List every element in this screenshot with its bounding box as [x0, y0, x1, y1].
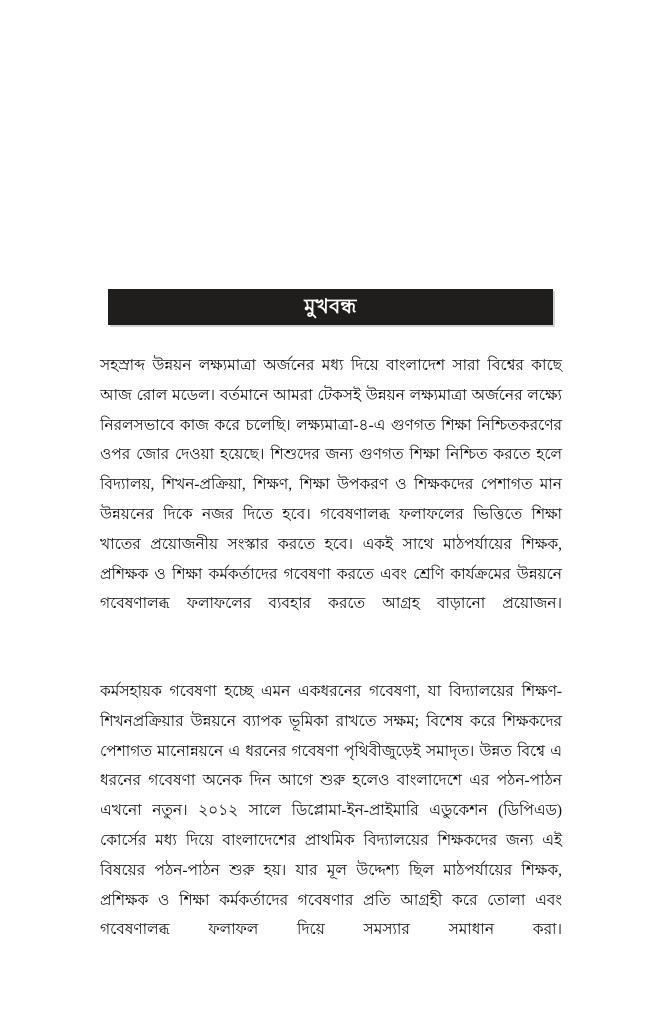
paragraph-1: সহস্রাব্দ উন্নয়ন লক্ষ্যমাত্রা অর্জনের মধ্য দিয়ে বাংলাদেশ সারা বিশ্বের কাছে আজ রোল মডেল। বর্তমানে আমরা টেকসই উন্নয়ন লক্ষ্যমাত্রা অর্জনের লক্ষ্যে নিরলসভাবে কাজ করে চলেছি। লক্ষ্যমাত্রা-৪-এ গুণগত শিক্ষা নিশ্চিতকরণের ওপর জোর দেওয়া হয়েছে। শিশুদের জন্য গুণগত শিক্ষা নিশ্চিত করতে হলে বিদ্যালয়, শিখন-প্রক্রিয়া, শিক্ষণ, শিক্ষা উপকরণ ও শিক্ষকদের পেশাগত মান উন্নয়নের দিকে নজর দিতে হবে। গবেষণালব্ধ ফলাফলের ভিত্তিতে শিক্ষা খাতের প্রয়োজনীয় সংস্কার করতে হবে। একই সাথে মাঠপর্যায়ের শিক্ষক, প্রশিক্ষক ও শিক্ষা কর্মকর্তাদের গবেষণা করতে এবং শ্রেণি কার্যক্রমের উন্নয়নে গবেষণালব্ধ ফলাফলের ব্যবহার করতে আগ্রহ বাড়ানো প্রয়োজন। [100, 357, 562, 613]
paragraph-2: কর্মসহায়ক গবেষণা হচ্ছে এমন একধরনের গবেষণা, যা বিদ্যালয়ের শিক্ষণ-শিখনপ্রক্রিয়ার উন্নয়নে ব্যাপক ভূমিকা রাখতে সক্ষম; বিশেষ করে শিক্ষকদের পেশাগত মানোন্নয়নে এ ধরনের গবেষণা পৃথিবীজুড়েই সমাদৃত। উন্নত বিশ্বে এ ধরনের গবেষণা অনেক দিন আগে শুরু হলেও বাংলাদেশে এর পঠন-পাঠন এখনো নতুন। ২০১২ সালে ডিপ্লোমা-ইন-প্রাইমারি এডুকেশন (ডিপিএড) কোর্সের মধ্য দিয়ে বাংলাদেশের প্রাথমিক বিদ্যালয়ের শিক্ষকদের জন্য এই বিষয়ের পঠন-পাঠন শুরু হয়। যার মূল উদ্দেশ্য ছিল মাঠপর্যায়ের শিক্ষক, প্রশিক্ষক ও শিক্ষা কর্মকর্তাদের গবেষণার প্রতি আগ্রহী করে তোলা এবং গবেষণালব্ধ ফলাফল দিয়ে সমস্যার সমাধান করা। [100, 682, 562, 939]
page-top-margin [0, 0, 663, 289]
section-title: মুখবন্ধ [304, 296, 357, 318]
section-header-banner [108, 289, 553, 325]
body-text-block [100, 325, 562, 975]
